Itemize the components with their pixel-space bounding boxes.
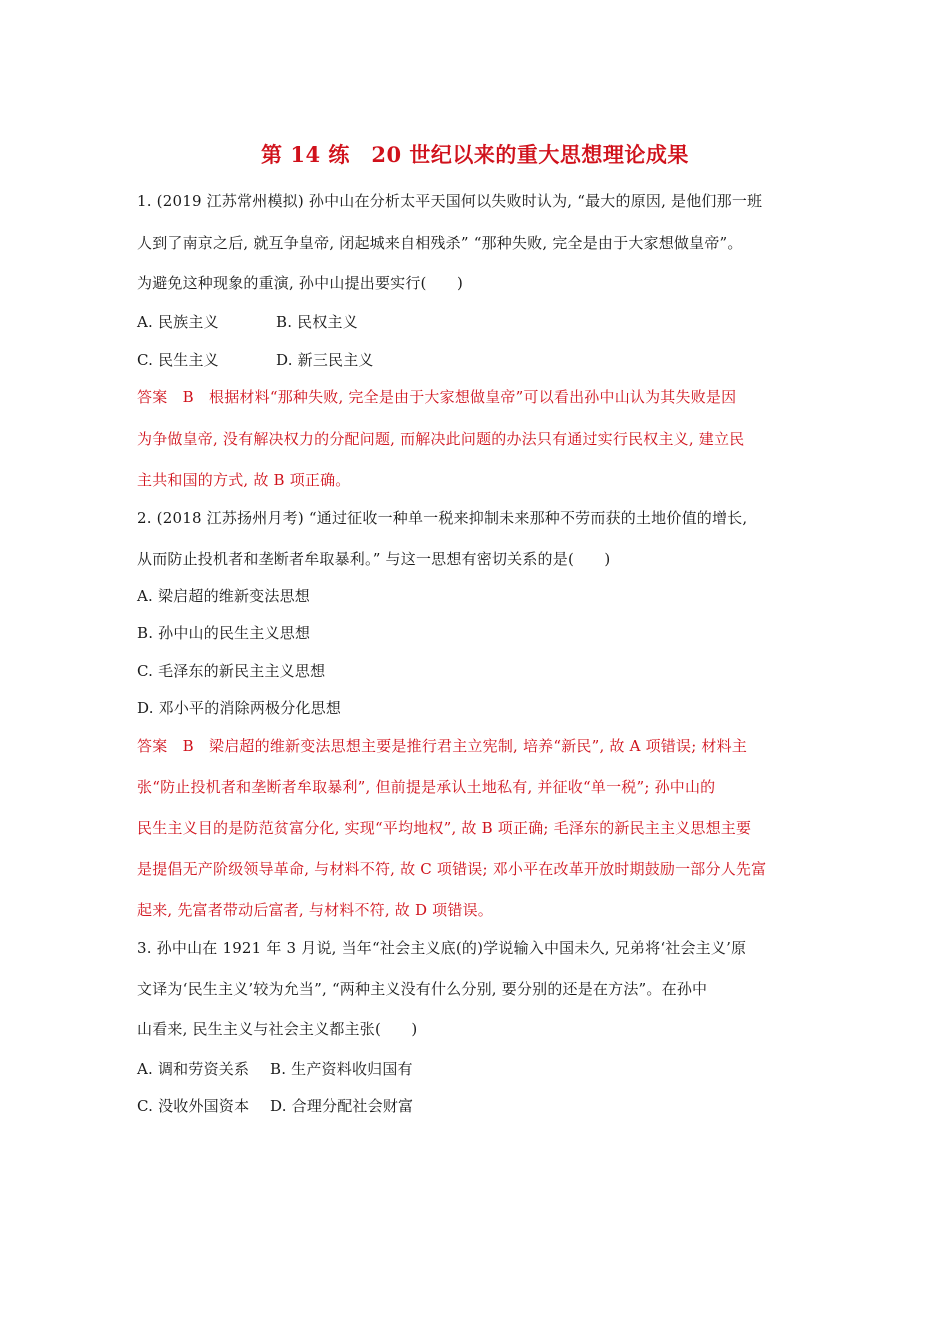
q1-stem-line-2: 人到了南京之后, 就互争皇帝, 闭起城来自相残杀” “那种失败, 完全是由于大家想做皇帝”。: [137, 234, 743, 252]
q1-stem-line-3: 为避免这种现象的重演, 孙中山提出要实行( ): [137, 274, 464, 292]
q3-option-a: A. 调和劳资关系: [137, 1060, 250, 1078]
q3-option-d: D. 合理分配社会财富: [270, 1097, 414, 1115]
q1-option-c: C. 民生主义: [137, 351, 219, 369]
q2-option-b: B. 孙中山的民生主义思想: [137, 624, 311, 642]
q2-option-c: C. 毛泽东的新民主主义思想: [137, 662, 326, 680]
page-title: 第 14 练 20 世纪以来的重大思想理论成果: [261, 142, 689, 167]
q3-stem-line-1: 3. 孙中山在 1921 年 3 月说, 当年“社会主义底(的)学说输入中国未久, 兄弟将‘社会主义’原: [137, 939, 747, 957]
q3-option-b: B. 生产资料收归国有: [270, 1060, 413, 1078]
q1-option-b: B. 民权主义: [276, 313, 358, 331]
q1-answer-line-1: 答案 B 根据材料“那种失败, 完全是由于大家想做皇帝”可以看出孙中山认为其失败是因: [137, 388, 737, 406]
q2-stem-line-2: 从而防止投机者和垄断者牟取暴利。” 与这一思想有密切关系的是( ): [137, 550, 611, 568]
q1-answer-line-3: 主共和国的方式, 故 B 项正确。: [137, 471, 351, 489]
q2-answer-line-5: 起来, 先富者带动后富者, 与材料不符, 故 D 项错误。: [137, 901, 493, 919]
q2-option-a: A. 梁启超的维新变法思想: [137, 587, 310, 605]
q1-option-d: D. 新三民主义: [276, 351, 374, 369]
q3-option-c: C. 没收外国资本: [137, 1097, 250, 1115]
q1-option-a: A. 民族主义: [137, 313, 219, 331]
q3-stem-line-2: 文译为‘民生主义’较为允当”, “两种主义没有什么分别, 要分别的还是在方法”。在孙中: [137, 980, 708, 998]
q2-option-d: D. 邓小平的消除两极分化思想: [137, 699, 342, 717]
q2-stem-line-1: 2. (2018 江苏扬州月考) “通过征收一种单一税来抑制未来那种不劳而获的土地价值的增长,: [137, 509, 748, 527]
q1-stem-line-1: 1. (2019 江苏常州模拟) 孙中山在分析太平天国何以失败时认为, “最大的原因, 是他们那一班: [137, 192, 763, 210]
q1-answer-line-2: 为争做皇帝, 没有解决权力的分配问题, 而解决此问题的办法只有通过实行民权主义, 建立民: [137, 430, 745, 448]
q2-answer-line-4: 是提倡无产阶级领导革命, 与材料不符, 故 C 项错误; 邓小平在改革开放时期鼓励一部分人先富: [137, 860, 767, 878]
q2-answer-line-1: 答案 B 梁启超的维新变法思想主要是推行君主立宪制, 培养“新民”, 故 A 项错误; 材料主: [137, 737, 748, 755]
q3-stem-line-3: 山看来, 民生主义与社会主义都主张( ): [137, 1020, 418, 1038]
q2-answer-line-2: 张“防止投机者和垄断者牟取暴利”, 但前提是承认土地私有, 并征收“单一税”; 孙中山的: [137, 778, 716, 796]
q2-answer-line-3: 民生主义目的是防范贫富分化, 实现“平均地权”, 故 B 项正确; 毛泽东的新民主主义思想主要: [137, 819, 752, 837]
